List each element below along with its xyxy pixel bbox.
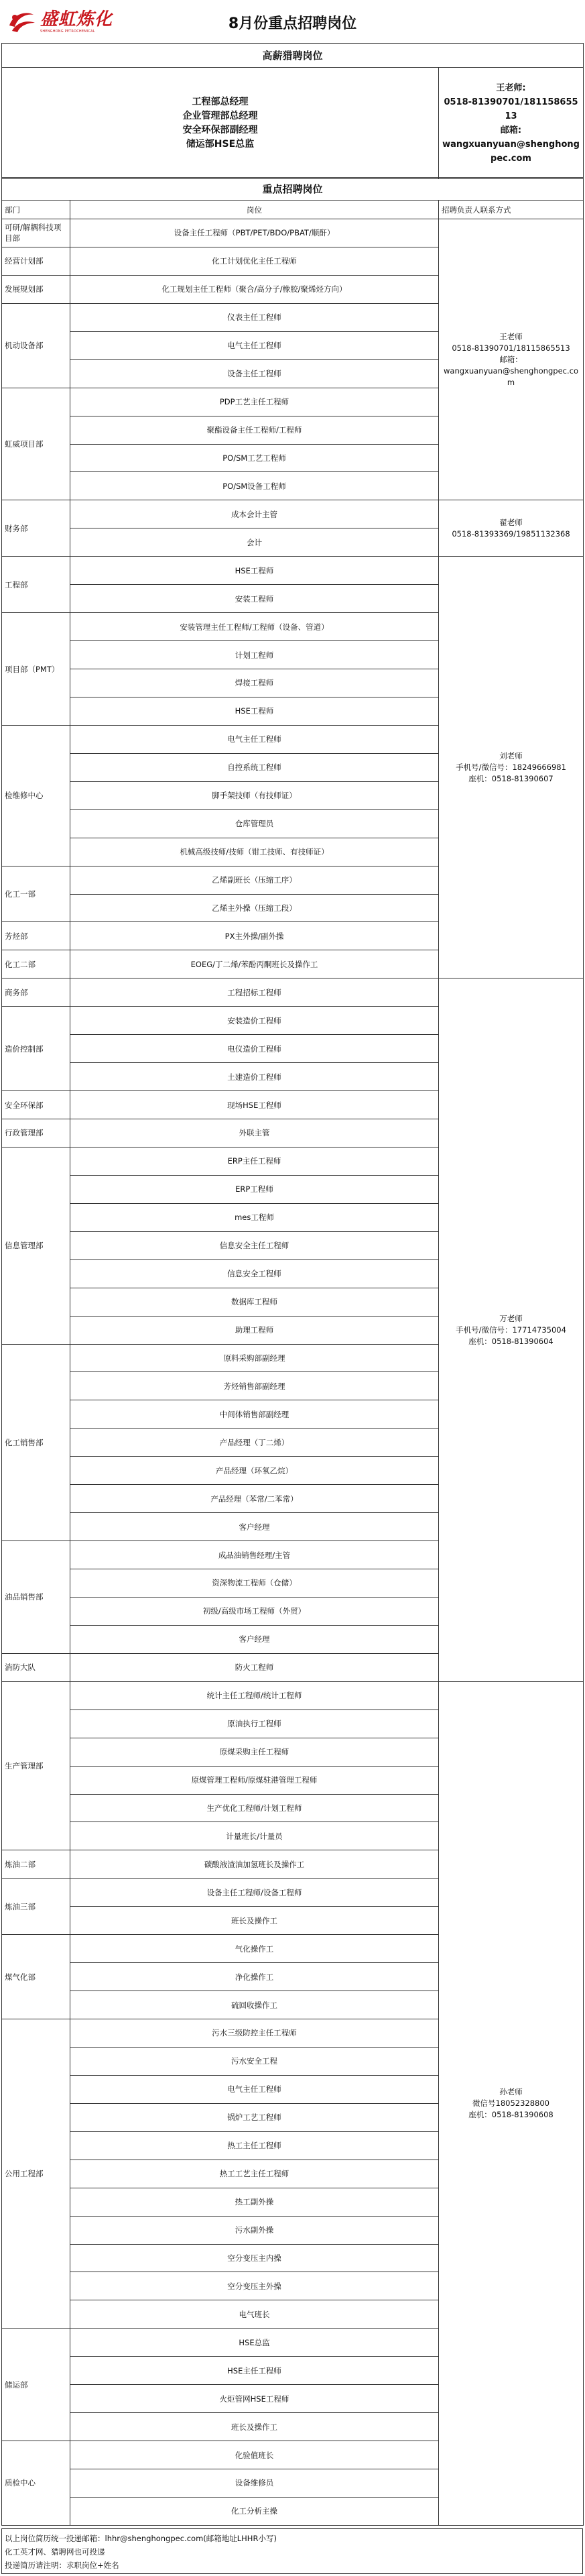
position-cell: 芳烃销售部副经理 — [70, 1372, 439, 1400]
position-cell: 土建造价工程师 — [70, 1063, 439, 1091]
position-cell: 客户经理 — [70, 1513, 439, 1541]
position-cell: 防火工程师 — [70, 1653, 439, 1681]
position-cell: 空分变压主外操 — [70, 2272, 439, 2300]
position-cell: 统计主任工程师/统计工程师 — [70, 1681, 439, 1710]
position-cell: mes工程师 — [70, 1203, 439, 1231]
contact-line: 王老师 — [499, 331, 523, 341]
contact-line: 王老师: — [496, 82, 526, 93]
key-positions-table — [1, 177, 584, 2526]
headhunt-contact — [439, 68, 584, 179]
position-cell: 电气主任工程师 — [70, 725, 439, 753]
position-cell: 初级/高级市场工程师（外贸） — [70, 1597, 439, 1625]
position-cell: 原油执行工程师 — [70, 1710, 439, 1738]
department-cell: 化工二部 — [2, 950, 70, 978]
position-cell: 化工规划主任工程师（聚合/高分子/橡胶/聚烯烃方向） — [70, 275, 439, 303]
position-cell: 设备主任工程师（PBT/PET/BDO/PBAT/顺酐） — [70, 219, 439, 247]
department-cell: 储运部 — [2, 2329, 70, 2441]
contact-line: 刘老师 — [499, 750, 523, 761]
position-cell: 化验值班长 — [70, 2441, 439, 2469]
brand-sub: SHENGHONG PETROCHEMICAL — [40, 29, 95, 34]
position-cell: 仓库管理员 — [70, 809, 439, 838]
contact-line: 座机：0518-81390607 — [468, 773, 554, 783]
position-cell: 安装工程师 — [70, 585, 439, 613]
position-cell: 外联主管 — [70, 1119, 439, 1147]
position-cell: 成品油销售经理/主管 — [70, 1541, 439, 1569]
position-cell: 中间体销售部副经理 — [70, 1400, 439, 1429]
position-cell: 成本会计主管 — [70, 500, 439, 528]
position-cell: 空分变压主内操 — [70, 2244, 439, 2272]
position-cell: 硫回收操作工 — [70, 1991, 439, 2019]
position-cell: 热工副外操 — [70, 2188, 439, 2216]
positions-body — [2, 219, 584, 2526]
department-cell: 机动设备部 — [2, 303, 70, 388]
position-cell: EOEG/丁二烯/苯酚丙酮班长及操作工 — [70, 950, 439, 978]
contact-cell — [439, 1681, 584, 2525]
position-cell: 电气主任工程师 — [70, 331, 439, 359]
department-cell: 财务部 — [2, 500, 70, 557]
position-cell: HSE工程师 — [70, 557, 439, 585]
contact-cell — [439, 219, 584, 500]
footer-line: 投递简历请注明：求职岗位+姓名 — [5, 2561, 119, 2570]
footer-line: 以上岗位简历统一投递邮箱：lhhr@shenghongpec.com(邮箱地址LHHR小写) — [5, 2534, 277, 2543]
header-dept: 部门 — [2, 201, 70, 219]
department-cell: 商务部 — [2, 978, 70, 1007]
position-cell: HSE总监 — [70, 2329, 439, 2357]
position-cell: HSE主任工程师 — [70, 2357, 439, 2385]
position-cell: 电仪造价工程师 — [70, 1035, 439, 1063]
position-cell: ERP主任工程师 — [70, 1147, 439, 1175]
position-cell: 客户经理 — [70, 1625, 439, 1653]
position-cell: 脚手架技师（有技师证） — [70, 781, 439, 809]
position-cell: 信息安全工程师 — [70, 1259, 439, 1288]
position-cell: 污水副外操 — [70, 2216, 439, 2244]
department-cell: 炼油三部 — [2, 1879, 70, 1935]
position-cell: 乙烯主外操（压缩工段） — [70, 894, 439, 922]
headhunt-section-title: 高薪猎聘岗位 — [2, 44, 584, 68]
department-cell: 芳烃部 — [2, 922, 70, 950]
contact-line: 微信号18052328800 — [472, 2098, 549, 2108]
position-cell: 焊接工程师 — [70, 669, 439, 697]
position-cell: 计划工程师 — [70, 641, 439, 669]
position-cell: 资深物流工程师（仓储） — [70, 1569, 439, 1598]
position-cell: 锅炉工艺工程师 — [70, 2103, 439, 2131]
table-row — [2, 1681, 584, 1710]
header-contact: 招聘负责人联系方式 — [439, 201, 584, 219]
header-position: 岗位 — [70, 201, 439, 219]
footer-line: 化工英才网、猎聘网也可投递 — [5, 2547, 105, 2557]
contact-line: 0518-81393369/19851132368 — [452, 528, 570, 539]
position-cell: 助理工程师 — [70, 1316, 439, 1344]
department-cell: 经营计划部 — [2, 247, 70, 275]
contact-line: wangxuanyuan@shenghongpec.com — [444, 366, 578, 387]
contact-cell — [439, 978, 584, 1681]
position-cell: 设备主任工程师 — [70, 359, 439, 388]
department-cell: 信息管理部 — [2, 1147, 70, 1344]
department-cell: 公用工程部 — [2, 2019, 70, 2329]
key-section-title: 重点招聘岗位 — [2, 178, 584, 201]
department-cell: 项目部（PMT） — [2, 613, 70, 726]
contact-line: 邮箱: — [500, 125, 522, 135]
department-cell: 消防大队 — [2, 1653, 70, 1681]
department-cell: 造价控制部 — [2, 1007, 70, 1091]
position-cell: 热工工艺主任工程师 — [70, 2160, 439, 2188]
page-header — [0, 0, 585, 43]
department-cell: 化工一部 — [2, 866, 70, 922]
position-cell: 热工主任工程师 — [70, 2131, 439, 2160]
page-title: 8月份重点招聘岗位 — [228, 15, 357, 32]
position-cell: 自控系统工程师 — [70, 753, 439, 781]
headhunt-position: 工程部总经理 — [192, 96, 249, 107]
position-cell: PO/SM设备工程师 — [70, 472, 439, 500]
headhunt-position: 企业管理部总经理 — [182, 110, 258, 121]
position-cell: 产品经理（丁二烯） — [70, 1429, 439, 1457]
footer-notes — [1, 2528, 583, 2574]
contact-line: 邮箱： — [499, 354, 523, 364]
contact-line: 0518-81390701/18115865513 — [452, 343, 570, 353]
department-cell: 工程部 — [2, 557, 70, 613]
contact-cell — [439, 500, 584, 557]
headhunt-positions — [2, 68, 439, 179]
headhunt-position: 安全环保部副经理 — [182, 124, 258, 135]
department-cell: 发展规划部 — [2, 275, 70, 303]
position-cell: 乙烯副班长（压缩工序） — [70, 866, 439, 894]
department-cell: 生产管理部 — [2, 1681, 70, 1850]
contact-line: 万老师 — [499, 1313, 523, 1323]
position-cell: 数据库工程师 — [70, 1288, 439, 1316]
table-header-row — [2, 201, 584, 219]
department-cell: 虹威项目部 — [2, 388, 70, 500]
contact-email: wangxuanyuan@shenghongpec.com — [442, 139, 580, 164]
contact-line: 座机：0518-81390604 — [468, 1336, 554, 1346]
position-cell: 产品经理（苯常/二苯常） — [70, 1485, 439, 1513]
position-cell: 信息安全主任工程师 — [70, 1231, 439, 1259]
position-cell: 仪表主任工程师 — [70, 303, 439, 331]
contact-line: 座机：0518-81390608 — [468, 2109, 554, 2119]
position-cell: HSE工程师 — [70, 697, 439, 725]
position-cell: 安装造价工程师 — [70, 1007, 439, 1035]
position-cell: 安装管理主任工程师/工程师（设备、管道） — [70, 613, 439, 641]
position-cell: 碳酸液渣油加氢班长及操作工 — [70, 1850, 439, 1879]
department-cell: 炼油二部 — [2, 1850, 70, 1879]
contact-cell — [439, 557, 584, 978]
position-cell: 化工分析主操 — [70, 2497, 439, 2525]
department-cell: 可研/解耦科技项目部 — [2, 219, 70, 247]
position-cell: 设备维修员 — [70, 2469, 439, 2498]
brand-name: 盛虹炼化 — [40, 9, 113, 30]
contact-line: 0518-81390701/18115865513 — [444, 97, 578, 121]
position-cell: 会计 — [70, 528, 439, 557]
contact-line: 手机号/微信号：18249666981 — [456, 762, 566, 772]
department-cell: 质检中心 — [2, 2441, 70, 2526]
position-cell: 聚酯设备主任工程师/工程师 — [70, 416, 439, 444]
position-cell: 化工计划优化主任工程师 — [70, 247, 439, 275]
position-cell: 产品经理（环氧乙烷） — [70, 1457, 439, 1485]
headhunt-table — [1, 43, 584, 179]
contact-line: 孙老师 — [499, 2086, 523, 2096]
position-cell: 气化操作工 — [70, 1935, 439, 1963]
position-cell: 机械高级技师/技师（钳工技师、有技师证） — [70, 838, 439, 866]
position-cell: 计量班长/计量员 — [70, 1822, 439, 1850]
position-cell: 班长及操作工 — [70, 2413, 439, 2441]
position-cell: PDP工艺主任工程师 — [70, 388, 439, 416]
department-cell: 行政管理部 — [2, 1119, 70, 1147]
department-cell: 安全环保部 — [2, 1091, 70, 1119]
position-cell: ERP工程师 — [70, 1175, 439, 1203]
position-cell: 现场HSE工程师 — [70, 1091, 439, 1119]
table-row — [2, 557, 584, 585]
department-cell: 化工销售部 — [2, 1344, 70, 1541]
department-cell: 油品销售部 — [2, 1541, 70, 1654]
position-cell: 原煤管理工程师/原煤驻港管理工程师 — [70, 1766, 439, 1794]
position-cell: 电气班长 — [70, 2300, 439, 2329]
position-cell: 工程招标工程师 — [70, 978, 439, 1007]
position-cell: 生产优化工程师/计划工程师 — [70, 1794, 439, 1822]
table-row — [2, 500, 584, 528]
position-cell: 设备主任工程师/设备工程师 — [70, 1879, 439, 1907]
position-cell: 原料采购部副经理 — [70, 1344, 439, 1372]
department-cell: 煤气化部 — [2, 1935, 70, 2019]
position-cell: 净化操作工 — [70, 1963, 439, 1991]
headhunt-position: 储运部HSE总监 — [186, 138, 255, 150]
position-cell: 电气主任工程师 — [70, 2075, 439, 2103]
table-row — [2, 978, 584, 1007]
position-cell: PO/SM工艺工程师 — [70, 444, 439, 472]
position-cell: 污水三级防控主任工程师 — [70, 2019, 439, 2048]
position-cell: 污水安全工程 — [70, 2047, 439, 2075]
department-cell: 检维修中心 — [2, 725, 70, 866]
position-cell: 火炬管网HSE工程师 — [70, 2385, 439, 2413]
position-cell: 班长及操作工 — [70, 1907, 439, 1935]
contact-line: 手机号/微信号：17714735004 — [456, 1325, 566, 1335]
position-cell: PX主外操/副外操 — [70, 922, 439, 950]
position-cell: 原煤采购主任工程师 — [70, 1738, 439, 1766]
contact-line: 翟老师 — [499, 517, 523, 527]
table-row — [2, 219, 584, 247]
